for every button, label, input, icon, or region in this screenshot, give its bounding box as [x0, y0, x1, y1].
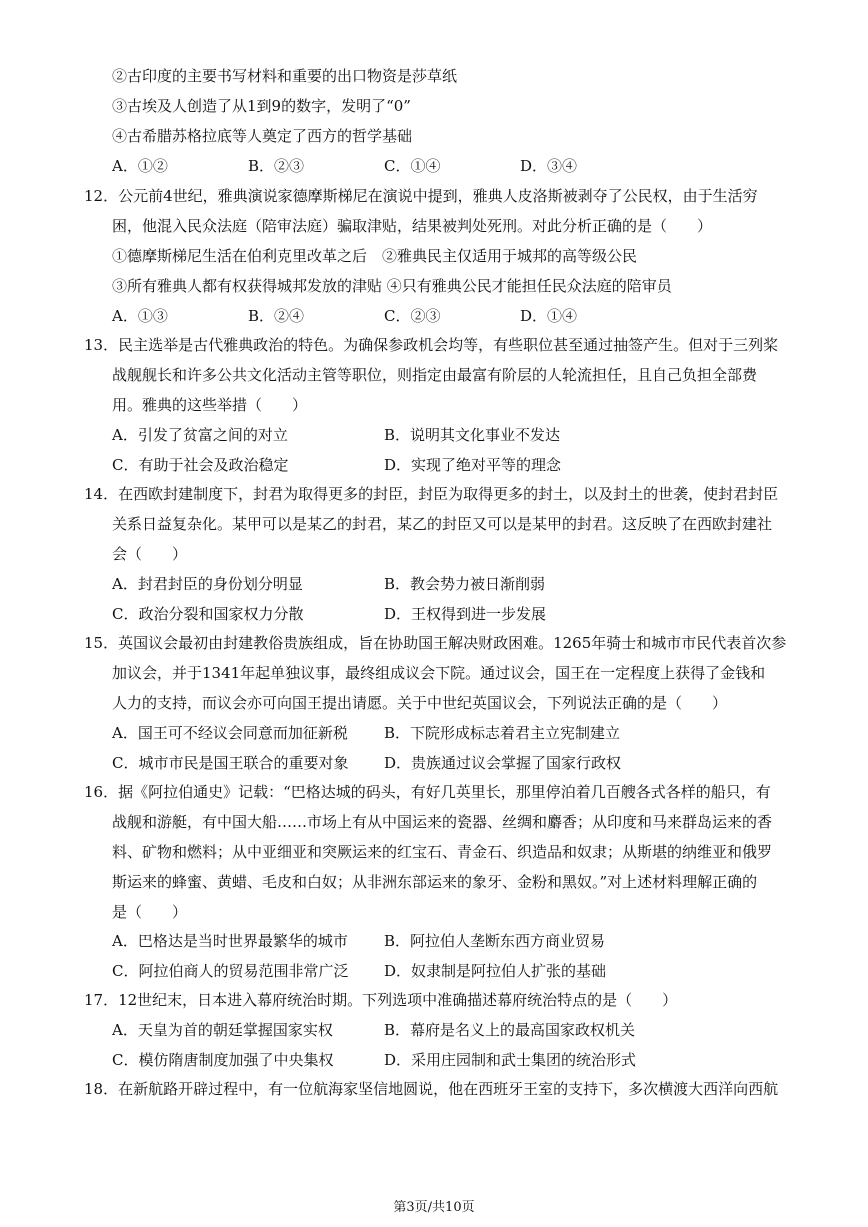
q16-option-b[interactable]: B．阿拉伯人垄断东西方商业贸易 [384, 932, 606, 950]
q17-stem-line-1: 17．12世纪末，日本进入幕府统治时期。下列选项中准确描述幕府统治特点的是（ ） [84, 991, 678, 1009]
q15-stem-line-3: 人力的支持，而议会亦可向国王提出请愿。关于中世纪英国议会，下列说法正确的是（ ） [112, 694, 728, 712]
q14-option-a[interactable]: A．封君封臣的身份划分明显 [112, 575, 303, 593]
q11-statement-4: ④古希腊苏格拉底等人奠定了西方的哲学基础 [112, 127, 413, 145]
q11-option-c[interactable]: C．①④ [384, 157, 441, 175]
q15-option-b[interactable]: B．下院形成标志着君主立宪制建立 [384, 724, 621, 742]
q17-option-b[interactable]: B．幕府是名义上的最高国家政权机关 [384, 1021, 636, 1039]
q14-option-c[interactable]: C．政治分裂和国家权力分散 [112, 605, 304, 623]
q15-option-a[interactable]: A．国王可不经议会同意而加征新税 [112, 724, 348, 742]
q11-option-a[interactable]: A．①② [112, 157, 168, 175]
q13-stem-line-3: 用。雅典的这些举措（ ） [112, 396, 308, 414]
q16-stem-line-2: 战舰和游艇，有中国大船……市场上有从中国运来的瓷器、丝绸和麝香；从印度和马来群岛运来的香 [112, 813, 773, 831]
q11-statement-2: ②古印度的主要书写材料和重要的出口物资是莎草纸 [112, 67, 458, 85]
q18-stem-line-1: 18．在新航路开辟过程中，有一位航海家坚信地圆说，他在西班牙王室的支持下，多次横渡大西洋向西航 [84, 1080, 779, 1098]
q12-option-b[interactable]: B．②④ [248, 307, 305, 325]
q15-option-c[interactable]: C．城市市民是国王联合的重要对象 [112, 754, 349, 772]
q14-option-d[interactable]: D．王权得到进一步发展 [384, 605, 547, 623]
q16-option-a[interactable]: A．巴格达是当时世界最繁华的城市 [112, 932, 348, 950]
q15-stem-line-2: 加议会，并于1341年起单独议事，最终组成议会下院。通过议会，国王在一定程度上获得了金钱和 [112, 664, 766, 682]
q12-statements-1-2: ①德摩斯梯尼生活在伯利克里改革之后 ②雅典民主仅适用于城邦的高等级公民 [112, 247, 638, 265]
q13-stem-line-2: 战舰舰长和许多公共文化活动主管等职位，则指定由最富有阶层的人轮流担任，且自己负担全部费 [112, 366, 758, 384]
q15-stem-line-1: 15．英国议会最初由封建教俗贵族组成，旨在协助国王解决财政困难。1265年骑士和城市市民代表首次参 [84, 634, 787, 652]
q16-option-d[interactable]: D．奴隶制是阿拉伯人扩张的基础 [384, 962, 607, 980]
q16-option-c[interactable]: C．阿拉伯商人的贸易范围非常广泛 [112, 962, 349, 980]
q13-option-b[interactable]: B．说明其文化事业不发达 [384, 426, 561, 444]
q12-option-c[interactable]: C．②③ [384, 307, 441, 325]
q12-stem-line-2: 困，他混入民众法庭（陪审法庭）骗取津贴，结果被判处死刑。对此分析正确的是（ ） [112, 217, 713, 235]
q16-stem-line-3: 料、矿物和燃料；从中亚细亚和突厥运来的红宝石、青金石、织造品和奴隶；从斯堪的纳维亚和俄罗 [112, 843, 773, 861]
q14-option-b[interactable]: B．教会势力被日渐削弱 [384, 575, 546, 593]
q12-option-a[interactable]: A．①③ [112, 307, 168, 325]
q13-option-c[interactable]: C．有助于社会及政治稳定 [112, 456, 289, 474]
q13-stem-line-1: 13．民主选举是古代雅典政治的特色。为确保参政机会均等，有些职位甚至通过抽签产生。但对于三列桨 [84, 336, 779, 354]
q16-stem-line-5: 是（ ） [112, 903, 188, 921]
q17-option-d[interactable]: D．采用庄园制和武士集团的统治形式 [384, 1051, 637, 1069]
q11-option-d[interactable]: D．③④ [520, 157, 578, 175]
q16-stem-line-1: 16．据《阿拉伯通史》记载：“巴格达城的码头，有好几英里长，那里停泊着几百艘各式各样的船只，有 [84, 783, 771, 801]
q14-stem-line-2: 关系日益复杂化。某甲可以是某乙的封君，某乙的封臣又可以是某甲的封君。这反映了在西欧封建社 [112, 515, 773, 533]
q12-option-d[interactable]: D．①④ [520, 307, 578, 325]
page-number: 第3页/共10页 [393, 1200, 475, 1215]
q15-option-d[interactable]: D．贵族通过议会掌握了国家行政权 [384, 754, 622, 772]
q16-stem-line-4: 斯运来的蜂蜜、黄蜡、毛皮和白奴；从非洲东部运来的象牙、金粉和黑奴。”对上述材料理解正确的 [112, 873, 758, 891]
q17-option-c[interactable]: C．模仿隋唐制度加强了中央集权 [112, 1051, 334, 1069]
q17-option-a[interactable]: A．天皇为首的朝廷掌握国家实权 [112, 1021, 333, 1039]
q11-option-b[interactable]: B．②③ [248, 157, 305, 175]
q12-statements-3-4: ③所有雅典人都有权获得城邦发放的津贴 ④只有雅典公民才能担任民众法庭的陪审员 [112, 277, 672, 295]
q14-stem-line-1: 14．在西欧封建制度下，封君为取得更多的封臣，封臣为取得更多的封土，以及封土的世袭，使封君封臣 [84, 485, 779, 503]
q12-stem-line-1: 12．公元前4世纪，雅典演说家德摩斯梯尼在演说中提到，雅典人皮洛斯被剥夺了公民权，由于生活穷 [84, 187, 758, 205]
q11-statement-3: ③古埃及人创造了从1到9的数字，发明了“0” [112, 97, 411, 115]
q13-option-a[interactable]: A．引发了贫富之间的对立 [112, 426, 288, 444]
q14-stem-line-3: 会（ ） [112, 545, 188, 563]
q13-option-d[interactable]: D．实现了绝对平等的理念 [384, 456, 562, 474]
